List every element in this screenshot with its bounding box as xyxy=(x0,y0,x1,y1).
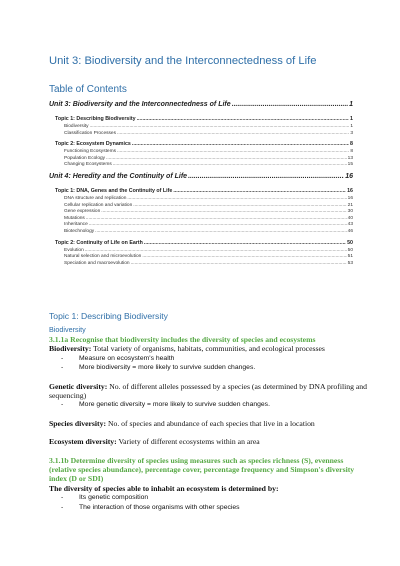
definition-text: Variety of different ecosystems within an area xyxy=(116,437,260,447)
toc-entry[interactable]: Biotechnology ..... 46 xyxy=(64,229,353,236)
toc-entry[interactable]: Population Ecology ..... 13 xyxy=(64,156,353,163)
definition-paragraph xyxy=(49,344,369,353)
toc-entry[interactable]: Classification Processes ..... 3 xyxy=(64,131,353,138)
term: Species diversity: xyxy=(49,418,107,428)
toc-entry[interactable]: Mutations ..... 40 xyxy=(64,216,353,223)
table-of-contents xyxy=(49,101,353,267)
section-body xyxy=(49,335,369,512)
toc-entry[interactable]: Speciation and macroevolution ..... 53 xyxy=(64,261,353,268)
term: Biodiversity: xyxy=(49,344,92,354)
toc-entry-topic-2[interactable]: Topic 2: Continuity of Life on Earth ..... 50 xyxy=(55,240,353,248)
toc-entry-topic-2[interactable]: Topic 2: Ecosystem Dynamics ..... 8 xyxy=(55,141,353,149)
bullet-item: - More genetic diversity = more likely to survive sudden changes. xyxy=(61,401,270,409)
toc-heading: Table of Contents xyxy=(49,84,127,95)
statement: The diversity of species able to inhabit an ecosystem is determined by: xyxy=(49,483,279,493)
toc-entry[interactable]: Functioning Ecosystems ..... 8 xyxy=(64,149,353,156)
term: Genetic diversity: xyxy=(49,381,108,391)
learning-objective: 3.1.1a Recognise that biodiversity includes the diversity of species and ecosystems xyxy=(49,335,316,344)
definition-paragraph xyxy=(49,382,369,401)
document-title: Unit 3: Biodiversity and the Interconnectedness of Life xyxy=(49,55,317,67)
definition-paragraph xyxy=(49,437,369,446)
bullet-item: - Its genetic composition xyxy=(61,494,149,502)
definition-text: Total variety of organisms, habitats, communities, and ecological processes xyxy=(91,344,325,354)
term: Ecosystem diversity: xyxy=(49,437,117,447)
toc-entry[interactable]: Changing Ecosystems ..... 15 xyxy=(64,162,353,169)
toc-entry-topic-1[interactable]: Topic 1: DNA, Genes and the Continuity of Life ..... 16 xyxy=(55,188,353,196)
toc-entry[interactable]: Evolution ..... 50 xyxy=(64,248,353,255)
subsection-heading: Biodiversity xyxy=(49,325,86,334)
bullet-item: - Measure on ecosystem's health xyxy=(61,354,175,362)
definition-text: No. of different alleles possessed by a species (as determined by DNA profiling and sequencing) xyxy=(49,381,367,401)
learning-objective: 3.1.1b Determine diversity of species using measures such as species richness (S), evenness (relative species abundance), percentage cover, percentage frequency and Simpson's diversity index (D or SDI) xyxy=(49,455,355,484)
definition-paragraph xyxy=(49,419,369,428)
definition-text: No. of species and abundance of each species that live in a location xyxy=(106,418,315,428)
toc-entry-unit-4[interactable]: Unit 4: Heredity and the Continuity of Life ..... 16 xyxy=(49,173,353,184)
toc-entry[interactable]: Gene expression ..... 30 xyxy=(64,209,353,216)
toc-entry-unit-3[interactable]: Unit 3: Biodiversity and the Interconnectedness of Life ..... 1 xyxy=(49,101,353,112)
toc-entry[interactable]: Inheritance ..... 43 xyxy=(64,222,353,229)
toc-entry[interactable]: DNA structure and replication ..... 16 xyxy=(64,196,353,203)
toc-entry-topic-1[interactable]: Topic 1: Describing Biodiversity ..... 1 xyxy=(55,116,353,124)
section-heading: Topic 1: Describing Biodiversity xyxy=(49,311,168,321)
bullet-item: - More biodiversity = more likely to survive sudden changes. xyxy=(61,364,256,372)
bullet-item: - The interaction of those organisms with other species xyxy=(61,503,240,511)
toc-entry[interactable]: Biodiversity ..... 1 xyxy=(64,124,353,131)
toc-entry[interactable]: Cellular replication and variation ..... 21 xyxy=(64,203,353,210)
toc-entry[interactable]: Natural selection and microevolution ..... 51 xyxy=(64,254,353,261)
